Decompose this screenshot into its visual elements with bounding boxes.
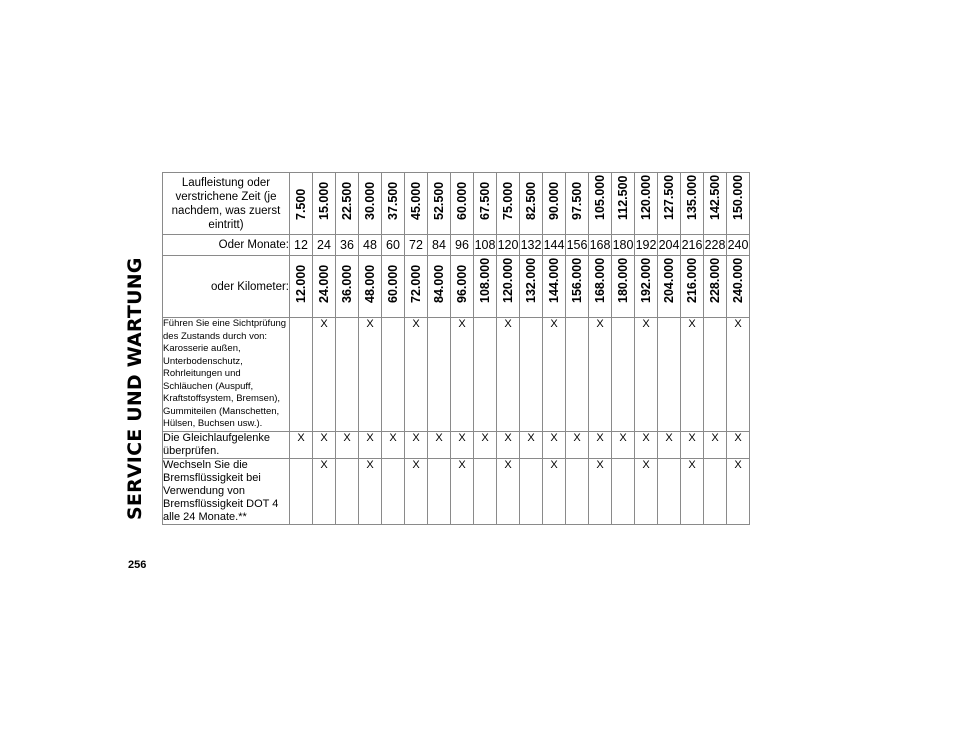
service-mark [290, 318, 313, 432]
service-mark: X [451, 318, 474, 432]
kilometer-value: 72.000 [409, 264, 423, 303]
mileage-value: 105.000 [593, 174, 607, 220]
service-mark [520, 458, 543, 524]
kilometer-value: 12.000 [294, 264, 308, 303]
mileage-value: 112.500 [616, 175, 630, 220]
months-value: 36 [336, 235, 359, 256]
service-mark: X [681, 458, 704, 524]
kilometer-cell [520, 256, 543, 318]
service-mark: X [405, 458, 428, 524]
page-number: 256 [128, 559, 147, 571]
months-value: 24 [313, 235, 336, 256]
mileage-cell [566, 173, 589, 235]
service-mark: X [543, 458, 566, 524]
kilometer-cell [290, 256, 313, 318]
service-item-label: Die Gleichlaufgelenke überprüfen. [163, 431, 290, 458]
months-value: 240 [727, 235, 750, 256]
mileage-value: 82.500 [524, 181, 538, 220]
service-mark: X [727, 431, 750, 458]
service-mark: X [727, 318, 750, 432]
service-mark: X [681, 431, 704, 458]
service-mark [520, 318, 543, 432]
months-value: 120 [497, 235, 520, 256]
service-mark [474, 458, 497, 524]
kilometer-cell [313, 256, 336, 318]
service-mark [658, 318, 681, 432]
kilometer-value: 24.000 [317, 264, 331, 303]
service-mark: X [451, 431, 474, 458]
service-mark: X [497, 318, 520, 432]
months-value: 192 [635, 235, 658, 256]
kilometer-cell [336, 256, 359, 318]
service-mark: X [543, 431, 566, 458]
mileage-cell [520, 173, 543, 235]
service-mark: X [359, 458, 382, 524]
mileage-cell [497, 173, 520, 235]
months-value: 216 [681, 235, 704, 256]
months-value: 144 [543, 235, 566, 256]
mileage-value: 60.000 [455, 181, 469, 220]
kilometer-value: 36.000 [340, 264, 354, 303]
mileage-cell [681, 173, 704, 235]
service-mark: X [589, 318, 612, 432]
mileage-value: 15.000 [317, 181, 331, 220]
kilometer-cell [405, 256, 428, 318]
kilometer-cell [382, 256, 405, 318]
kilometer-value: 168.000 [593, 257, 607, 303]
kilometer-cell [474, 256, 497, 318]
table-row [163, 458, 750, 524]
mileage-cell [589, 173, 612, 235]
service-mark: X [658, 431, 681, 458]
kilometer-value: 48.000 [363, 264, 377, 303]
kilometer-value: 96.000 [455, 264, 469, 303]
kilometer-value: 240.000 [731, 257, 745, 303]
service-mark: X [405, 431, 428, 458]
kilometer-value: 132.000 [524, 257, 538, 303]
service-mark [382, 458, 405, 524]
mileage-cell [336, 173, 359, 235]
months-value: 156 [566, 235, 589, 256]
kilometer-cell [497, 256, 520, 318]
kilometer-cell [566, 256, 589, 318]
service-mark [290, 458, 313, 524]
kilometer-cell [635, 256, 658, 318]
mileage-cell [474, 173, 497, 235]
mileage-cell [313, 173, 336, 235]
kilometer-cell [704, 256, 727, 318]
kilometer-cell [543, 256, 566, 318]
kilometer-value: 156.000 [570, 257, 584, 303]
mileage-cell [658, 173, 681, 235]
mileage-cell [704, 173, 727, 235]
mileage-cell [451, 173, 474, 235]
service-mark: X [543, 318, 566, 432]
mileage-value: 142.500 [708, 174, 722, 220]
service-mark: X [612, 431, 635, 458]
mileage-cell [359, 173, 382, 235]
kilometer-value: 84.000 [432, 264, 446, 303]
mileage-value: 45.000 [409, 181, 423, 220]
kilometer-value: 108.000 [478, 257, 492, 303]
service-mark [428, 458, 451, 524]
service-mark [612, 318, 635, 432]
mileage-cell [612, 173, 635, 235]
service-mark [474, 318, 497, 432]
months-value: 180 [612, 235, 635, 256]
kilometer-cell [727, 256, 750, 318]
kilometer-value: 228.000 [708, 257, 722, 303]
mileage-value: 97.500 [570, 181, 584, 220]
service-mark: X [382, 431, 405, 458]
service-mark: X [635, 458, 658, 524]
service-mark: X [405, 318, 428, 432]
table-row [163, 431, 750, 458]
mileage-cell [290, 173, 313, 235]
mileage-cell [382, 173, 405, 235]
service-mark: X [497, 458, 520, 524]
kilometer-value: 120.000 [501, 257, 515, 303]
mileage-cell [727, 173, 750, 235]
kilometer-cell [589, 256, 612, 318]
months-value: 84 [428, 235, 451, 256]
service-item-label: Führen Sie eine Sichtprüfung des Zustands durch von: Karosserie außen, Unterbodenschutz, Rohrleitungen und Schläuchen (Auspuff, Kraftstoffsystem, Bremsen), Gummiteilen (Manschetten, Hülsen, Buchsen usw.). [163, 318, 290, 432]
mileage-value: 22.500 [340, 181, 354, 220]
service-mark [428, 318, 451, 432]
service-mark: X [313, 431, 336, 458]
table-row [163, 318, 750, 432]
months-row [163, 235, 750, 256]
mileage-cell [635, 173, 658, 235]
kilometers-label: oder Kilometer: [163, 256, 290, 318]
kilometer-value: 204.000 [662, 257, 676, 303]
section-title-text: SERVICE UND WARTUNG [124, 257, 146, 520]
service-mark [704, 458, 727, 524]
service-mark: X [704, 431, 727, 458]
service-mark [612, 458, 635, 524]
kilometer-value: 60.000 [386, 264, 400, 303]
months-value: 60 [382, 235, 405, 256]
service-mark [566, 458, 589, 524]
kilometer-cell [681, 256, 704, 318]
months-value: 12 [290, 235, 313, 256]
months-value: 228 [704, 235, 727, 256]
months-label: Oder Monate: [163, 235, 290, 256]
kilometer-cell [658, 256, 681, 318]
service-mark: X [681, 318, 704, 432]
service-mark: X [451, 458, 474, 524]
service-mark: X [428, 431, 451, 458]
kilometer-cell [612, 256, 635, 318]
service-mark [336, 318, 359, 432]
kilometer-cell [359, 256, 382, 318]
maintenance-schedule-table [162, 172, 750, 525]
mileage-cell [543, 173, 566, 235]
kilometer-value: 216.000 [685, 257, 699, 303]
service-mark: X [497, 431, 520, 458]
service-mark: X [727, 458, 750, 524]
service-mark [704, 318, 727, 432]
mileage-value: 67.500 [478, 181, 492, 220]
mileage-value: 150.000 [731, 174, 745, 220]
kilometers-row [163, 256, 750, 318]
kilometer-value: 180.000 [616, 257, 630, 303]
kilometer-cell [428, 256, 451, 318]
mileage-value: 30.000 [363, 181, 377, 220]
service-mark: X [313, 458, 336, 524]
kilometer-cell [451, 256, 474, 318]
mileage-value: 75.000 [501, 181, 515, 220]
service-mark: X [290, 431, 313, 458]
service-mark [566, 318, 589, 432]
service-mark [658, 458, 681, 524]
mileage-value: 7.500 [294, 188, 308, 220]
mileage-value: 90.000 [547, 181, 561, 220]
kilometer-value: 192.000 [639, 257, 653, 303]
months-value: 168 [589, 235, 612, 256]
mileage-value: 37.500 [386, 181, 400, 220]
months-value: 132 [520, 235, 543, 256]
mileage-cell [405, 173, 428, 235]
mileage-value: 135.000 [685, 174, 699, 220]
service-mark: X [359, 431, 382, 458]
mileage-cell [428, 173, 451, 235]
service-mark [336, 458, 359, 524]
mileage-header-row [163, 173, 750, 235]
months-value: 48 [359, 235, 382, 256]
kilometer-value: 144.000 [547, 257, 561, 303]
service-mark: X [474, 431, 497, 458]
months-value: 96 [451, 235, 474, 256]
mileage-value: 127.500 [662, 174, 676, 220]
service-mark: X [589, 431, 612, 458]
service-mark: X [313, 318, 336, 432]
months-value: 72 [405, 235, 428, 256]
service-mark [382, 318, 405, 432]
service-mark: X [359, 318, 382, 432]
months-value: 108 [474, 235, 497, 256]
service-item-label: Wechseln Sie die Bremsflüssigkeit bei Verwendung von Bremsflüssigkeit DOT 4 alle 24 Monate.** [163, 458, 290, 524]
service-mark: X [566, 431, 589, 458]
mileage-value: 120.000 [639, 174, 653, 220]
mileage-value: 52.500 [432, 181, 446, 220]
service-mark: X [635, 431, 658, 458]
service-mark: X [635, 318, 658, 432]
header-label: Laufleistung oder verstrichene Zeit (je nachdem, was zuerst eintritt) [163, 173, 290, 235]
service-mark: X [520, 431, 543, 458]
service-mark: X [589, 458, 612, 524]
section-side-title [120, 175, 156, 525]
service-mark: X [336, 431, 359, 458]
months-value: 204 [658, 235, 681, 256]
